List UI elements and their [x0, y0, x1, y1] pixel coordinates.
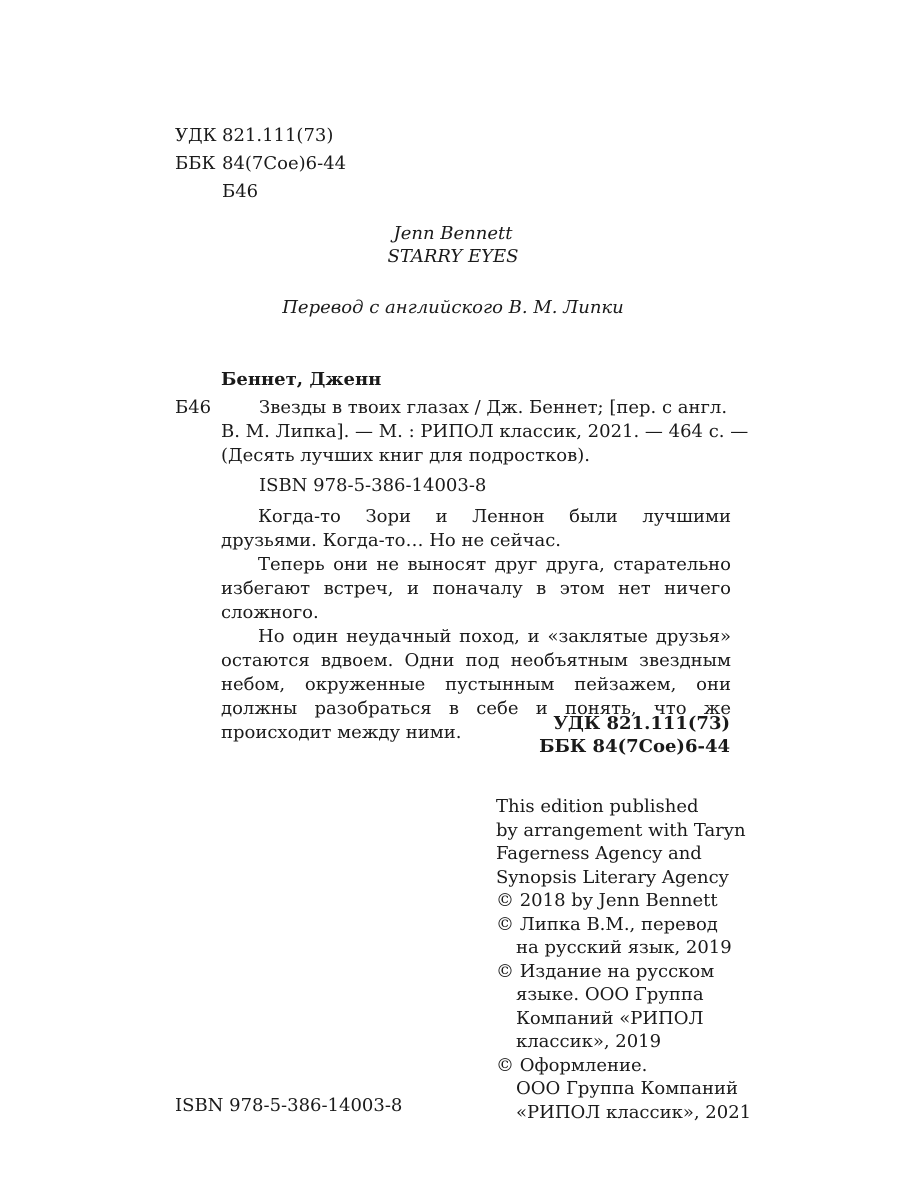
copyright-line: классик», 2019 [516, 1031, 662, 1052]
abstract [221, 505, 731, 745]
copyright-line: This edition published [496, 796, 699, 817]
catalog-description-line1: Звезды в твоих глазах / Дж. Беннет; [пер. с англ. [259, 397, 728, 418]
copyright-line: © 2018 by Jenn Bennett [496, 890, 718, 911]
abstract-paragraph: Когда-то Зори и Леннон были лучшими друзьями. Когда-то… Но не сейчас. [221, 506, 731, 551]
copyright-line: by arrangement with Taryn [496, 819, 746, 841]
copyright-block [496, 795, 752, 1124]
translation-credit: Перевод с английского В. М. Липки [282, 297, 624, 318]
footer-isbn: ISBN 978-5-386-14003-8 [175, 1095, 403, 1116]
copyright-line: ООО Группа Компаний [516, 1078, 738, 1099]
catalog-isbn: ISBN 978-5-386-14003-8 [259, 475, 487, 496]
copyright-line: © Оформление. [496, 1054, 648, 1076]
bbk-line [175, 152, 346, 175]
bbk-label: ББК [175, 153, 216, 174]
copyright-line: Компаний «РИПОЛ [516, 1007, 704, 1029]
catalog-sign: Б46 [175, 397, 212, 418]
copyright-line: Fagerness Agency and [496, 843, 702, 864]
udk-line [175, 124, 333, 147]
abstract-paragraph: Но один неудачный поход, и «заклятые друзья» остаются вдвоем. Одни под необъятным звездным небом, окруженные пустынным пейзажем, они должны разобраться в себе и понять, что же происходит между ними. [221, 626, 731, 743]
udk-code-right: УДК 821.111(73) [553, 713, 730, 734]
copyright-line: на русский язык, 2019 [516, 937, 732, 958]
copyright-line: Synopsis Literary Agency [496, 866, 729, 888]
bbk-value: 84(7Сое)6-44 [222, 153, 347, 174]
udk-label: УДК [175, 125, 217, 146]
catalog-author-heading: Беннет, Дженн [221, 369, 382, 390]
catalog-description-line2: В. М. Липка]. — М. : РИПОЛ классик, 2021. — 464 с. — [221, 421, 749, 442]
original-title: STARRY EYES [387, 246, 519, 267]
abstract-paragraph: Теперь они не выносят друг друга, старательно избегают встреч, и поначалу в этом нет ничего сложного. [221, 554, 731, 623]
copyright-line: «РИПОЛ классик», 2021 [516, 1101, 752, 1123]
original-author: Jenn Bennett [393, 223, 513, 244]
catalog-description-line3: (Десять лучших книг для подростков). [221, 445, 591, 466]
copyright-line: языке. ООО Группа [516, 984, 704, 1005]
author-sign: Б46 [222, 181, 259, 202]
bbk-code-right: ББК 84(7Сое)6-44 [539, 736, 730, 757]
udk-value: 821.111(73) [222, 125, 334, 146]
copyright-line: © Липка В.М., перевод [496, 913, 718, 935]
copyright-line: © Издание на русском [496, 960, 715, 982]
